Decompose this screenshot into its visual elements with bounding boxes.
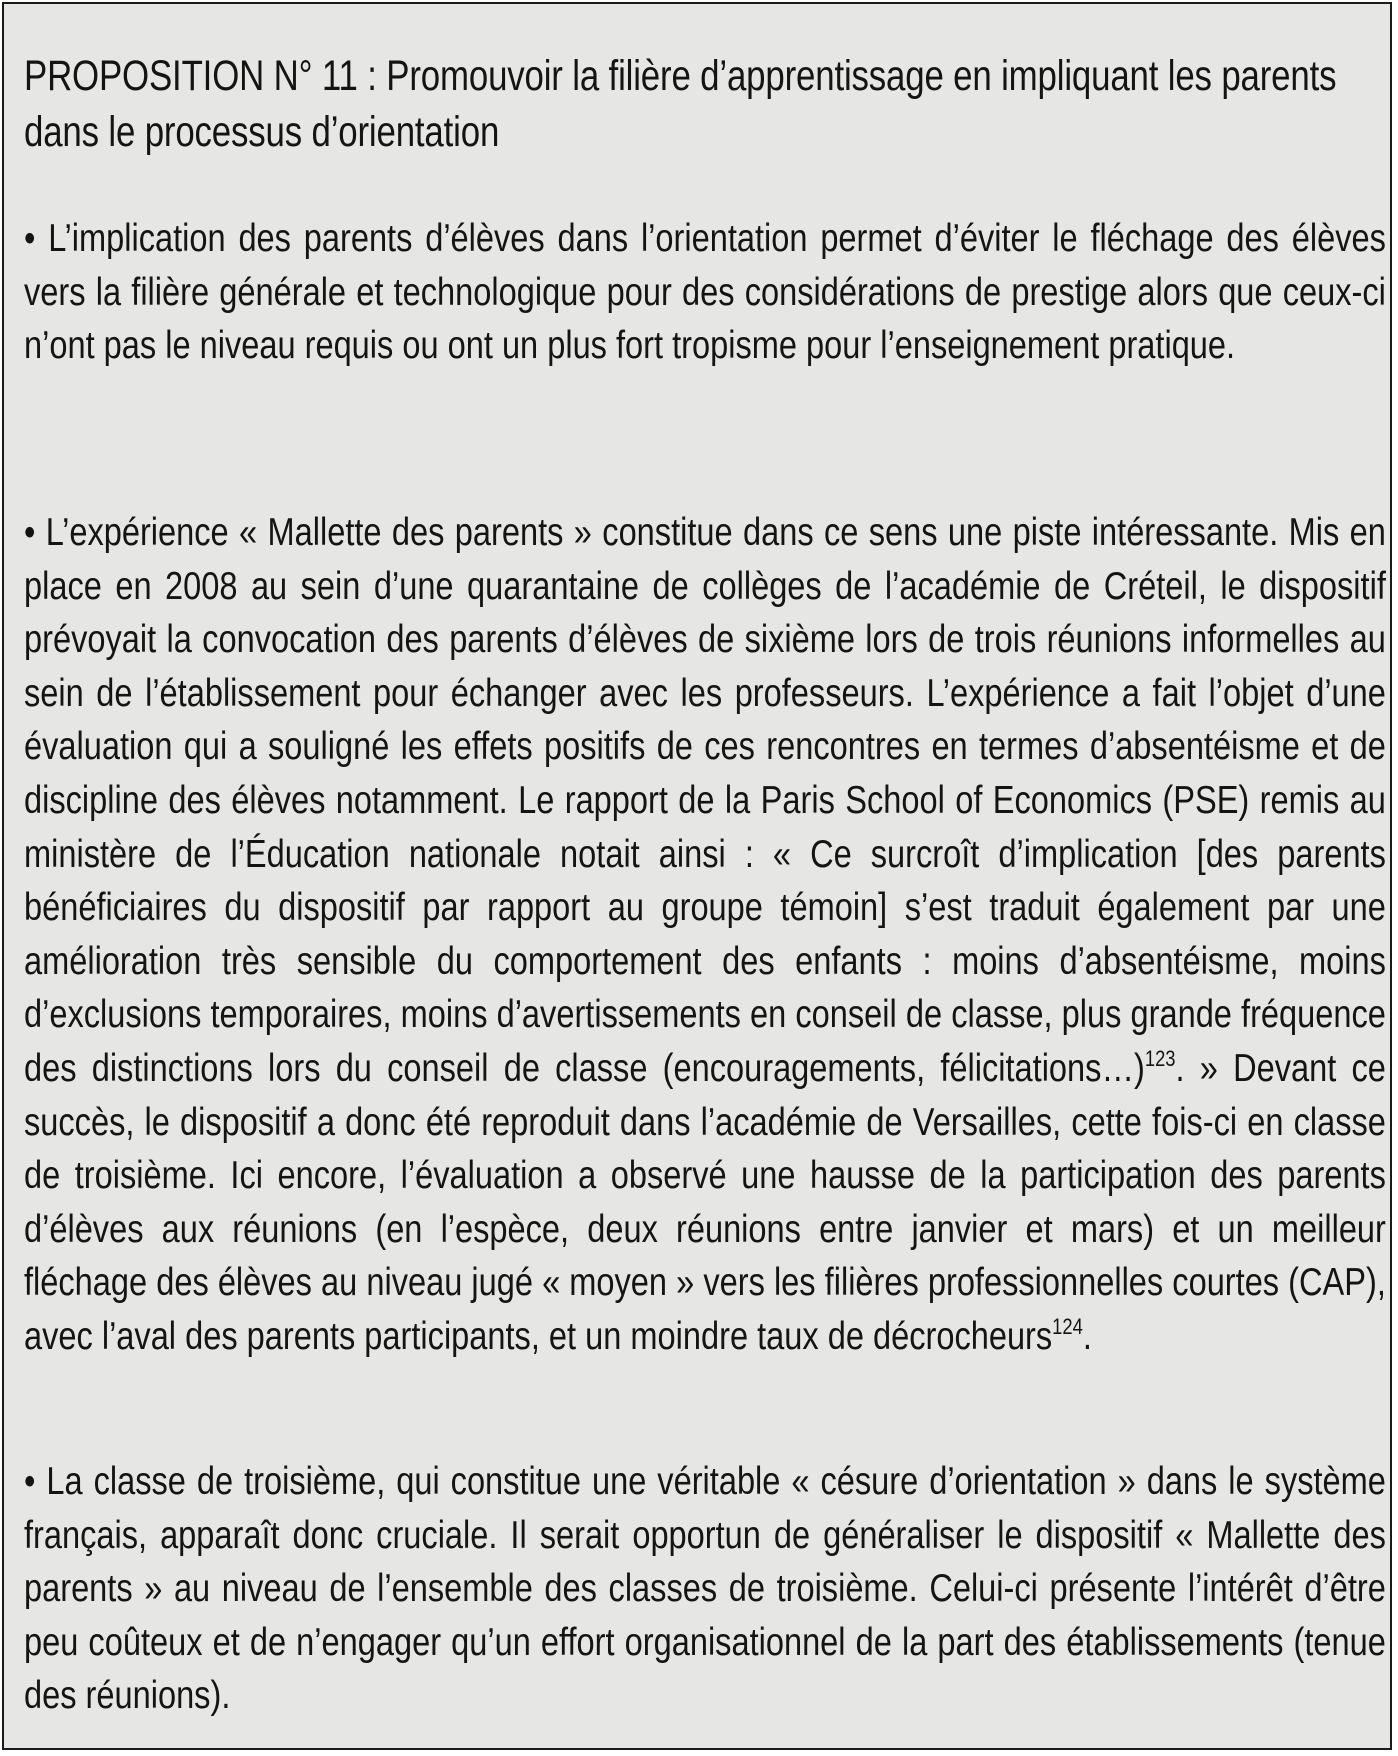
footnote-ref-123: 123 — [1144, 1045, 1176, 1071]
paragraph-mallette-experiment — [24, 506, 1386, 1364]
paragraph-parent-involvement: • L’implication des parents d’élèves dans l’orientation permet d’éviter le fléchage des élèves vers la filière générale et technologique pour des considérations de prestige alors que ceux-ci n’ont pas le niveau requis ou ont un plus fort tropisme pour l’enseignement pratique. — [24, 217, 1386, 368]
paragraph-generalisation: • La classe de troisième, qui constitue une véritable « césure d’orientation » dans le système français, apparaît donc cruciale. Il serait opportun de généraliser le dispositif « Mallette des parents » au niveau de l’ensemble des classes de troisième. Celui-ci présente l’intérêt d’être peu coûteux et de n’engager qu’un effort organisationnel de la part des établissements (tenue des réunions). — [24, 1460, 1386, 1718]
paragraph-text-part: • L’expérience « Mallette des parents » constitue dans ce sens une piste intéressante. Mis en place en 2008 au sein d’une quarantaine de collèges de l’académie de Créteil, le dispositif prévoyait la convocation des parents d’élèves de sixième lors de trois réunions informelles au sein de l’établissement pour échanger avec les professeurs. L’expérience a fait l’objet d’une évaluation qui a souligné les effets positifs de ces rencontres en termes d’absentéisme et de discipline des élèves notamment. Le rapport de la Paris School of Economics (PSE) remis au ministère de l’Éducation nationale notait ainsi : « Ce surcroît d’implication [des parents bénéficiaires du dispositif par rapport au groupe témoin] s’est traduit également par une amélioration très sensible du comportement des enfants : moins d’absentéisme, moins d’exclusions temporaires, moins d’avertissements en conseil de classe, plus grande fréquence des distinctions lors du conseil de classe (encouragements, félicitations…) — [24, 511, 1386, 1090]
footnote-ref-124: 124 — [1052, 1313, 1083, 1339]
paragraph-text-part: . — [1082, 1314, 1092, 1358]
paragraph-text-part: . » Devant ce succès, le dispositif a donc été reproduit dans l’académie de Versailles, cette fois-ci en classe de troisième. Ici encore, l’évaluation a observé une hausse de la participation des parents d’élèves aux réunions (en l’espèce, deux réunions entre janvier et mars) et un meilleur fléchage des élèves au niveau jugé « moyen » vers les filières professionnelles courtes (CAP), avec l’aval des parents participants, et un moindre taux de décrocheurs — [24, 1046, 1386, 1358]
proposal-content — [24, 48, 1386, 1718]
proposal-box — [2, 2, 1392, 1750]
proposal-title: PROPOSITION N° 11 : Promouvoir la filière d’apprentissage en impliquant les parents dans le processus d’orientation — [24, 52, 1337, 156]
